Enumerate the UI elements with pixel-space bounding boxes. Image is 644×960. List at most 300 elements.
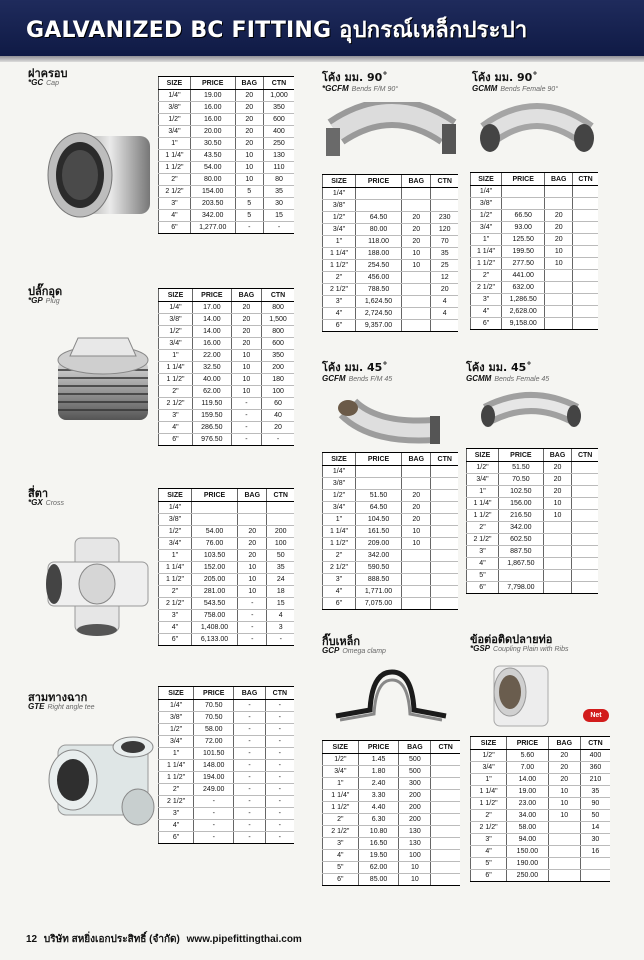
table-cell xyxy=(573,270,598,282)
table-cell: 10 xyxy=(399,862,431,874)
table-cell: 4 xyxy=(267,610,294,622)
table-cell xyxy=(402,466,431,478)
table-row xyxy=(471,306,599,318)
table-cell: 20 xyxy=(235,102,263,114)
table-cell: - xyxy=(265,700,294,712)
table-row xyxy=(159,562,295,574)
table-cell: 20 xyxy=(235,90,263,102)
table-cell: 62.00 xyxy=(192,386,231,398)
table-row xyxy=(323,296,459,308)
section-code-gcfm45 xyxy=(322,374,392,383)
column-header: PRICE xyxy=(355,453,401,466)
table-row xyxy=(159,386,295,398)
table-row xyxy=(471,834,611,846)
table-cell: 35 xyxy=(267,562,294,574)
table-cell: 90 xyxy=(580,798,610,810)
section-title-gcp: กิ๊บเหล็ก xyxy=(322,635,361,648)
table-cell xyxy=(548,870,580,882)
table-row xyxy=(467,474,599,486)
section-code-gsp xyxy=(470,644,569,653)
table-cell: 3/4" xyxy=(467,474,499,486)
table-cell: 20 xyxy=(231,302,261,314)
table-cell: 20 xyxy=(548,750,580,762)
table-cell: 6" xyxy=(159,832,194,844)
table-cell: 35 xyxy=(580,786,610,798)
table-cell: 1,624.50 xyxy=(355,296,401,308)
table-cell: 6" xyxy=(159,434,193,446)
table-row xyxy=(471,210,599,222)
table-row xyxy=(159,610,295,622)
table-cell: - xyxy=(265,724,294,736)
table-cell: 30.50 xyxy=(190,138,235,150)
table-cell: 216.50 xyxy=(499,510,544,522)
table-cell xyxy=(431,826,460,838)
table-cell: 35 xyxy=(431,248,458,260)
table-cell xyxy=(402,188,431,200)
table-cell: 20 xyxy=(543,474,572,486)
table-cell: - xyxy=(238,610,267,622)
table-cell: 19.50 xyxy=(358,850,399,862)
column-header: BAG xyxy=(402,175,431,188)
table-cell: 2,724.50 xyxy=(355,308,401,320)
table-cell xyxy=(431,514,458,526)
table-row xyxy=(323,562,459,574)
table-cell: 4" xyxy=(159,622,192,634)
table-cell xyxy=(402,586,431,598)
table-cell xyxy=(545,186,573,198)
table-cell: 6" xyxy=(467,582,499,594)
table-row xyxy=(159,796,295,808)
column-header: SIZE xyxy=(471,173,502,186)
table-cell: 148.00 xyxy=(194,760,234,772)
table-cell: 70.50 xyxy=(499,474,544,486)
table-cell: 10 xyxy=(545,258,573,270)
table-cell: 188.00 xyxy=(355,248,401,260)
table-cell: 10 xyxy=(543,498,572,510)
table-row xyxy=(323,188,459,200)
code-label: GCMM xyxy=(466,374,492,383)
table-cell xyxy=(402,320,431,332)
table-cell: 30 xyxy=(580,834,610,846)
column-header: PRICE xyxy=(502,173,545,186)
table-row xyxy=(471,750,611,762)
table-cell: 1" xyxy=(323,514,356,526)
table-row xyxy=(323,308,459,320)
table-cell xyxy=(573,294,598,306)
table-row xyxy=(159,162,295,174)
table-row xyxy=(159,210,295,222)
table-row xyxy=(471,222,599,234)
table-cell: - xyxy=(238,622,267,634)
table-cell xyxy=(548,834,580,846)
table-cell: 104.50 xyxy=(355,514,401,526)
table-cell: 10 xyxy=(402,538,431,550)
column-header: SIZE xyxy=(323,741,359,754)
table-cell xyxy=(499,570,544,582)
table-header-row xyxy=(471,173,599,186)
table-row xyxy=(159,434,295,446)
table-cell: 2" xyxy=(159,784,194,796)
table-cell: 3" xyxy=(323,574,356,586)
price-table-gte xyxy=(158,686,294,844)
table-cell: 10 xyxy=(402,526,431,538)
table-cell: 1/4" xyxy=(159,302,193,314)
cross-fitting-image xyxy=(40,530,160,640)
table-cell xyxy=(543,558,572,570)
table-cell: 10 xyxy=(548,798,580,810)
table-row xyxy=(159,514,295,526)
table-cell: 102.50 xyxy=(499,486,544,498)
table-row xyxy=(323,260,459,272)
table-row xyxy=(159,102,295,114)
table-cell: 1/2" xyxy=(323,490,356,502)
table-cell xyxy=(191,502,237,514)
table-row xyxy=(159,174,295,186)
table-cell: - xyxy=(234,832,265,844)
table-cell: 10.80 xyxy=(358,826,399,838)
table-cell xyxy=(431,814,460,826)
table-row xyxy=(159,724,295,736)
table-cell: 286.50 xyxy=(192,422,231,434)
table-cell: 10 xyxy=(548,786,580,798)
table-cell: 93.00 xyxy=(502,222,545,234)
table-row xyxy=(159,598,295,610)
table-row xyxy=(323,778,461,790)
bend-female-45-image xyxy=(476,388,586,434)
table-row xyxy=(159,362,295,374)
table-cell: 1,500 xyxy=(262,314,294,326)
table-cell: 2 1/2" xyxy=(471,822,507,834)
section-code-gcmm90 xyxy=(472,84,558,93)
table-cell: 159.50 xyxy=(192,410,231,422)
table-cell: 1/2" xyxy=(471,750,507,762)
table-cell: 20 xyxy=(548,762,580,774)
table-row xyxy=(323,502,459,514)
table-cell xyxy=(402,308,431,320)
tee-fitting-image xyxy=(38,725,162,835)
table-cell: 350 xyxy=(262,350,294,362)
table-cell: 110 xyxy=(263,162,294,174)
table-cell: 1/4" xyxy=(471,186,502,198)
table-row xyxy=(323,248,459,260)
table-cell: 3/4" xyxy=(159,338,193,350)
table-cell: 1 1/2" xyxy=(323,538,356,550)
table-cell: 1/4" xyxy=(323,188,356,200)
table-cell: 203.50 xyxy=(190,198,235,210)
section-title-gc: ฝาครอบ xyxy=(28,67,68,80)
table-cell: 70 xyxy=(431,236,458,248)
table-cell: 254.50 xyxy=(355,260,401,272)
table-cell: 1 1/4" xyxy=(159,150,191,162)
table-cell: 3" xyxy=(323,296,356,308)
table-cell: 1,000 xyxy=(263,90,294,102)
table-row xyxy=(471,270,599,282)
table-cell: 1 1/2" xyxy=(467,510,499,522)
table-cell: 20 xyxy=(402,236,431,248)
table-cell: 18 xyxy=(267,586,294,598)
table-cell: - xyxy=(234,820,265,832)
table-cell: 3/8" xyxy=(471,198,502,210)
table-cell xyxy=(502,186,545,198)
table-cell: - xyxy=(234,736,265,748)
table-row xyxy=(159,760,295,772)
table-cell: 600 xyxy=(263,114,294,126)
table-cell xyxy=(355,200,401,212)
table-cell: 10 xyxy=(548,810,580,822)
price-table-gp xyxy=(158,288,294,446)
table-row xyxy=(159,422,295,434)
table-row xyxy=(323,224,459,236)
table-cell: 758.00 xyxy=(191,610,237,622)
table-cell: 118.00 xyxy=(355,236,401,248)
table-cell: 9,357.00 xyxy=(355,320,401,332)
table-cell: 4" xyxy=(159,210,191,222)
table-cell: - xyxy=(265,712,294,724)
table-row xyxy=(323,526,459,538)
table-cell: 2 1/2" xyxy=(323,826,359,838)
table-cell: 360 xyxy=(580,762,610,774)
table-cell: 2.40 xyxy=(358,778,399,790)
table-cell: - xyxy=(265,820,294,832)
table-cell: 20 xyxy=(545,234,573,246)
table-cell: 16.50 xyxy=(358,838,399,850)
table-cell: 2" xyxy=(159,586,192,598)
footer xyxy=(26,932,306,947)
table-cell: 1" xyxy=(323,236,356,248)
table-cell: - xyxy=(234,748,265,760)
table-cell: - xyxy=(234,712,265,724)
table-row xyxy=(159,222,295,234)
table-cell xyxy=(548,858,580,870)
table-cell xyxy=(573,318,598,330)
table-row xyxy=(467,498,599,510)
table-row xyxy=(323,754,461,766)
table-cell: 40 xyxy=(262,410,294,422)
table-row xyxy=(467,510,599,522)
table-header-row xyxy=(159,687,295,700)
table-cell xyxy=(402,574,431,586)
table-cell xyxy=(572,498,598,510)
table-row xyxy=(159,502,295,514)
table-row xyxy=(323,814,461,826)
table-cell: - xyxy=(265,772,294,784)
table-cell xyxy=(431,586,458,598)
table-cell: 20 xyxy=(231,326,261,338)
table-cell: 277.50 xyxy=(502,258,545,270)
table-row xyxy=(159,574,295,586)
table-cell: 3/4" xyxy=(323,224,356,236)
code-desc: Omega clamp xyxy=(342,648,386,655)
table-cell: 14.00 xyxy=(507,774,548,786)
table-cell: 3" xyxy=(159,410,193,422)
table-cell: 3/4" xyxy=(471,762,507,774)
table-cell: 35 xyxy=(263,186,294,198)
table-cell: 10 xyxy=(235,174,263,186)
table-cell: 19.00 xyxy=(507,786,548,798)
table-cell: - xyxy=(267,634,294,646)
table-cell: 1 1/2" xyxy=(159,162,191,174)
table-row xyxy=(471,186,599,198)
price-table-gcfm90 xyxy=(322,174,458,332)
table-cell: 20 xyxy=(402,502,431,514)
table-cell xyxy=(431,598,458,610)
table-cell: 5 xyxy=(235,210,263,222)
table-cell: 2 1/2" xyxy=(323,562,356,574)
table-cell: 64.50 xyxy=(355,502,401,514)
table-cell: 64.50 xyxy=(355,212,401,224)
table-cell xyxy=(502,198,545,210)
table-cell xyxy=(431,550,458,562)
column-header: BAG xyxy=(399,741,431,754)
table-row xyxy=(323,802,461,814)
table-cell: 20 xyxy=(231,338,261,350)
table-cell: 1 1/2" xyxy=(323,260,356,272)
table-cell xyxy=(548,822,580,834)
table-row xyxy=(467,522,599,534)
table-cell: 1 1/2" xyxy=(471,258,502,270)
table-cell: 976.50 xyxy=(192,434,231,446)
table-cell: 3/8" xyxy=(323,478,356,490)
table-cell: 543.50 xyxy=(191,598,237,610)
table-cell: 788.50 xyxy=(355,284,401,296)
table-cell: 4" xyxy=(323,586,356,598)
table-cell: 10 xyxy=(238,574,267,586)
table-cell xyxy=(402,478,431,490)
table-cell: 6" xyxy=(471,318,502,330)
table-cell: 3" xyxy=(471,294,502,306)
net-price-badge: Net xyxy=(583,709,609,722)
table-header-row xyxy=(159,489,295,502)
table-cell: - xyxy=(234,796,265,808)
table-cell: 194.00 xyxy=(194,772,234,784)
table-row xyxy=(323,200,459,212)
code-desc: Right angle tee xyxy=(47,704,95,711)
table-cell: 1/4" xyxy=(159,700,194,712)
table-cell: 50 xyxy=(580,810,610,822)
code-label: *GC xyxy=(28,78,44,87)
table-cell xyxy=(431,502,458,514)
section-title-gcmm45: โค้ง มม. 45˚ xyxy=(466,361,532,374)
table-cell: 4" xyxy=(159,820,194,832)
table-cell: - xyxy=(194,796,234,808)
table-cell: 51.50 xyxy=(499,462,544,474)
table-cell: 2" xyxy=(323,550,356,562)
table-row xyxy=(159,398,295,410)
table-cell xyxy=(545,294,573,306)
table-cell xyxy=(573,210,598,222)
table-cell: 400 xyxy=(580,750,610,762)
table-cell: 190.00 xyxy=(507,858,548,870)
table-cell: 20 xyxy=(545,210,573,222)
table-cell: 281.00 xyxy=(191,586,237,598)
table-cell: 2" xyxy=(323,272,356,284)
table-cell xyxy=(548,846,580,858)
table-cell xyxy=(267,514,294,526)
table-cell: 5 xyxy=(235,198,263,210)
page-number: 12 xyxy=(26,934,38,945)
table-row xyxy=(467,534,599,546)
column-header: PRICE xyxy=(194,687,234,700)
table-cell: 80 xyxy=(263,174,294,186)
table-cell: 23.00 xyxy=(507,798,548,810)
table-row xyxy=(323,538,459,550)
table-cell: 6" xyxy=(323,320,356,332)
table-cell: 10 xyxy=(235,150,263,162)
table-cell xyxy=(573,258,598,270)
table-cell: 156.00 xyxy=(499,498,544,510)
table-cell: 1 1/2" xyxy=(159,574,192,586)
table-row xyxy=(471,318,599,330)
table-cell: 6,133.00 xyxy=(191,634,237,646)
table-cell: 20 xyxy=(431,284,458,296)
table-cell: 3/4" xyxy=(159,126,191,138)
table-cell: 1/2" xyxy=(159,326,193,338)
table-cell: 17.00 xyxy=(192,302,231,314)
table-cell: 10 xyxy=(402,248,431,260)
section-code-gcp xyxy=(322,646,386,655)
table-cell: 100 xyxy=(267,538,294,550)
code-label: GCFM xyxy=(322,374,346,383)
table-cell: - xyxy=(234,700,265,712)
code-desc: Cross xyxy=(45,500,64,507)
table-cell: - xyxy=(235,222,263,234)
table-cell xyxy=(572,546,598,558)
table-row xyxy=(159,186,295,198)
table-cell: 1/2" xyxy=(159,114,191,126)
column-header: PRICE xyxy=(355,175,401,188)
table-row xyxy=(159,820,295,832)
table-cell: 20 xyxy=(238,550,267,562)
table-cell: 200 xyxy=(399,790,431,802)
column-header: SIZE xyxy=(467,449,499,462)
table-cell: 2 1/2" xyxy=(471,282,502,294)
plug-fitting-image xyxy=(38,320,158,430)
code-desc: Coupling Plain with Ribs xyxy=(493,646,569,653)
table-cell: 1/2" xyxy=(323,754,359,766)
table-row xyxy=(471,774,611,786)
section-code-gcfm90 xyxy=(322,84,398,93)
table-cell: 43.50 xyxy=(190,150,235,162)
table-header-row xyxy=(159,77,295,90)
table-cell xyxy=(545,270,573,282)
table-row xyxy=(467,582,599,594)
website-url[interactable]: www.pipefittingthai.com xyxy=(186,934,302,945)
price-table-gsp xyxy=(470,736,610,882)
table-row xyxy=(159,550,295,562)
bend-female-90-image xyxy=(472,102,602,162)
table-cell xyxy=(355,466,401,478)
table-cell: 1 1/4" xyxy=(159,562,192,574)
table-cell: 500 xyxy=(399,766,431,778)
table-cell xyxy=(402,562,431,574)
table-cell: 3/4" xyxy=(323,766,359,778)
table-row xyxy=(159,314,295,326)
table-cell xyxy=(572,510,598,522)
table-row xyxy=(159,586,295,598)
table-row xyxy=(159,138,295,150)
table-cell: 7,075.00 xyxy=(355,598,401,610)
table-cell: 400 xyxy=(263,126,294,138)
table-row xyxy=(159,784,295,796)
table-cell xyxy=(543,522,572,534)
column-header: CTN xyxy=(262,289,294,302)
table-cell xyxy=(431,850,460,862)
table-cell: 342.00 xyxy=(499,522,544,534)
table-cell: 94.00 xyxy=(507,834,548,846)
table-cell: 1 1/2" xyxy=(323,802,359,814)
table-cell: 1,867.50 xyxy=(499,558,544,570)
table-cell: - xyxy=(234,760,265,772)
